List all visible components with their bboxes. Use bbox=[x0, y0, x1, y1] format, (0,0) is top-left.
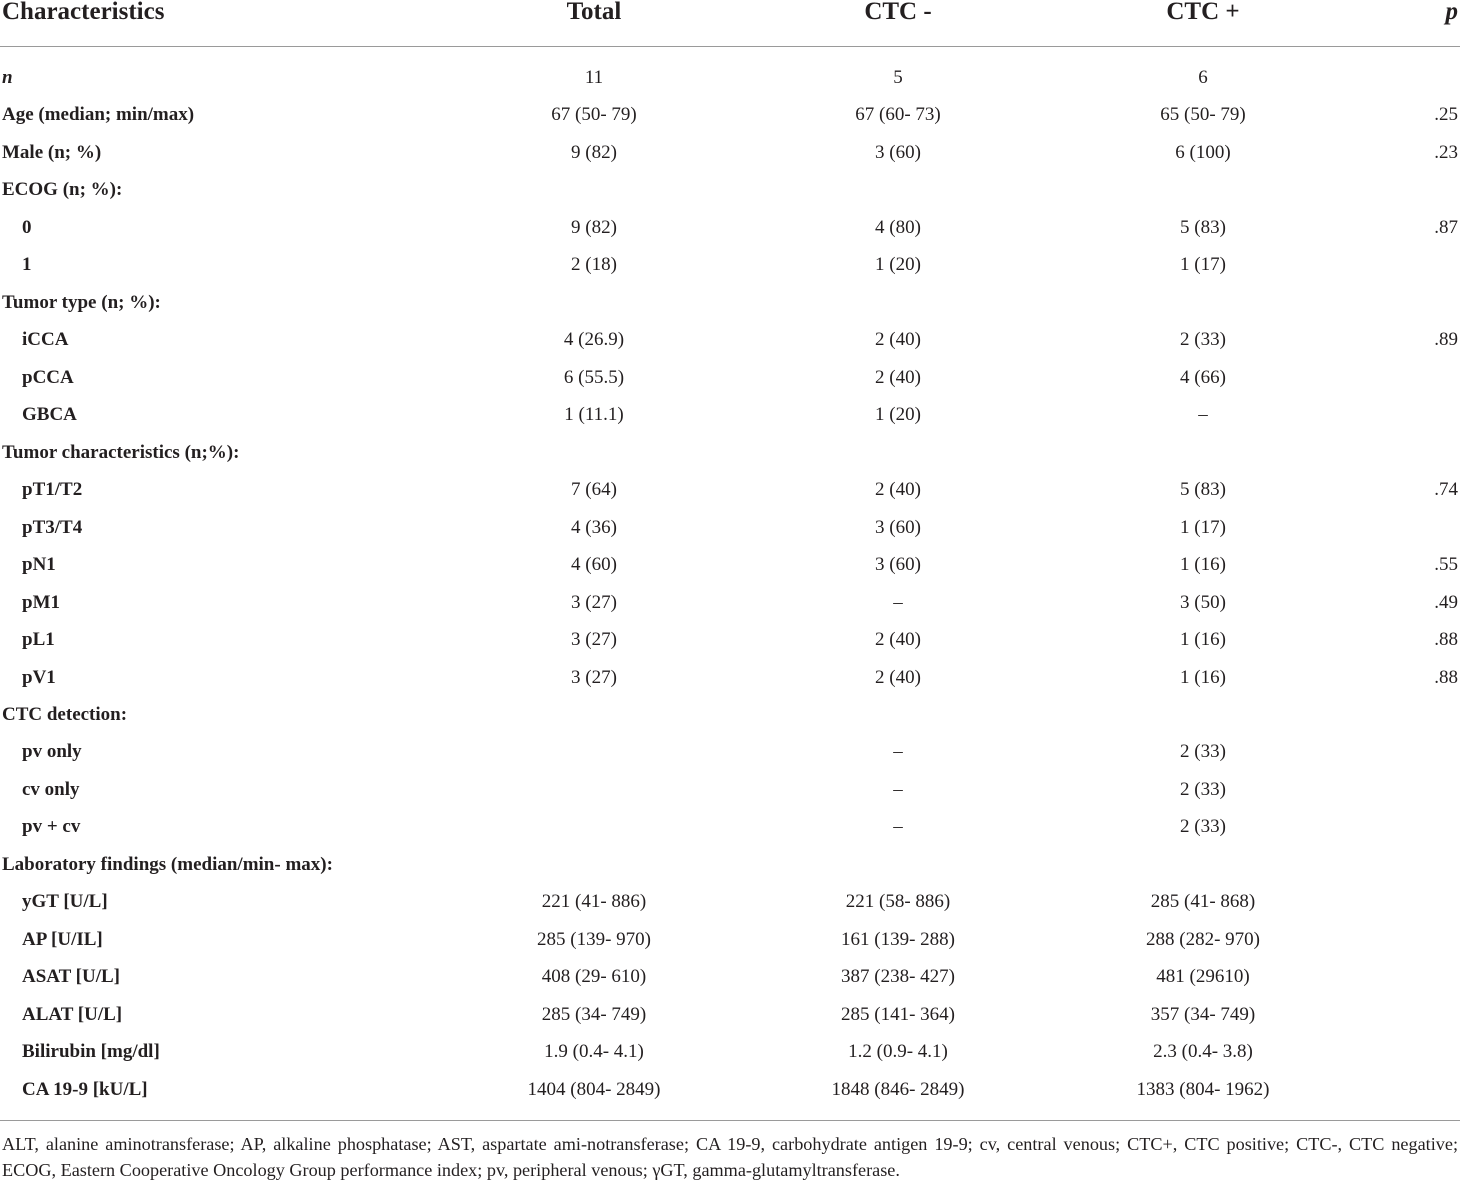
row-label: pM1 bbox=[22, 591, 60, 613]
cell-ctc-negative: – bbox=[893, 591, 903, 613]
cell-ctc-negative: 161 (139- 288) bbox=[841, 928, 955, 950]
table-row bbox=[0, 546, 1460, 583]
cell-total: 7 (64) bbox=[571, 479, 617, 501]
table-row bbox=[0, 434, 1460, 471]
cell-ctc-positive: 285 (41- 868) bbox=[1150, 891, 1256, 913]
cell-p-value: .89 bbox=[1434, 329, 1458, 351]
cell-p-value: .74 bbox=[1434, 479, 1458, 501]
table-row bbox=[0, 396, 1460, 433]
cell-ctc-positive: 1 (16) bbox=[1180, 666, 1226, 688]
row-label: 0 bbox=[22, 216, 32, 238]
cell-p-value: .23 bbox=[1434, 141, 1458, 163]
header-ctc-positive: CTC + bbox=[1166, 0, 1240, 25]
row-label: pv + cv bbox=[22, 816, 81, 838]
row-label: Laboratory findings (median/min- max): bbox=[2, 853, 333, 875]
row-label: ALAT [U/L] bbox=[22, 1003, 123, 1025]
header-total: Total bbox=[566, 0, 622, 25]
cell-ctc-positive: 1 (17) bbox=[1180, 516, 1226, 538]
cell-ctc-positive: 357 (34- 749) bbox=[1150, 1003, 1256, 1025]
cell-ctc-negative: 5 bbox=[893, 67, 903, 88]
cell-total: 3 (27) bbox=[571, 629, 617, 651]
cell-ctc-negative: 2 (40) bbox=[875, 629, 921, 651]
table-row bbox=[0, 621, 1460, 658]
cell-total: 4 (26.9) bbox=[563, 329, 625, 351]
table-row bbox=[0, 171, 1460, 208]
table-row bbox=[0, 321, 1460, 358]
cell-p-value: .55 bbox=[1434, 554, 1458, 576]
cell-ctc-negative: 1.2 (0.9- 4.1) bbox=[848, 1041, 948, 1063]
row-label: Male (n; %) bbox=[2, 141, 102, 163]
table-row bbox=[0, 883, 1460, 920]
cell-total: 285 (139- 970) bbox=[537, 928, 651, 950]
cell-total: 9 (82) bbox=[571, 216, 617, 238]
row-label: cv only bbox=[22, 778, 80, 800]
table-row bbox=[0, 471, 1460, 508]
cell-ctc-positive: 6 bbox=[1198, 67, 1208, 88]
cell-total: 6 (55.5) bbox=[563, 366, 625, 388]
cell-ctc-negative: 1 (20) bbox=[875, 404, 921, 426]
cell-ctc-negative: 387 (238- 427) bbox=[841, 966, 955, 988]
cell-ctc-positive: 2 (33) bbox=[1180, 741, 1226, 763]
row-label: pT3/T4 bbox=[22, 516, 83, 538]
table-body bbox=[0, 59, 1460, 1108]
row-label: ECOG (n; %): bbox=[2, 179, 123, 201]
cell-ctc-negative: 3 (60) bbox=[875, 554, 921, 576]
row-label: CTC detection: bbox=[2, 703, 128, 725]
table-row bbox=[0, 134, 1460, 171]
cell-ctc-positive: 5 (83) bbox=[1180, 216, 1226, 238]
cell-total: 221 (41- 886) bbox=[541, 891, 647, 913]
table-row bbox=[0, 96, 1460, 133]
table-row bbox=[0, 659, 1460, 696]
row-label: yGT [U/L] bbox=[22, 891, 108, 913]
table-row bbox=[0, 284, 1460, 321]
cell-ctc-negative: 285 (141- 364) bbox=[841, 1003, 955, 1025]
row-label: pL1 bbox=[22, 629, 55, 651]
cell-total: 3 (27) bbox=[571, 666, 617, 688]
cell-ctc-negative: – bbox=[893, 741, 903, 763]
table-header-row bbox=[0, 0, 1460, 47]
cell-ctc-negative: 2 (40) bbox=[875, 329, 921, 351]
cell-ctc-negative: 2 (40) bbox=[875, 666, 921, 688]
cell-ctc-negative: 221 (58- 886) bbox=[845, 891, 951, 913]
cell-ctc-positive: 1 (16) bbox=[1180, 629, 1226, 651]
table-row bbox=[0, 808, 1460, 845]
cell-total: 11 bbox=[584, 67, 604, 88]
row-label: GBCA bbox=[22, 404, 77, 426]
table-row bbox=[0, 958, 1460, 995]
row-label: pCCA bbox=[22, 366, 74, 388]
cell-ctc-positive: 2.3 (0.4- 3.8) bbox=[1153, 1041, 1253, 1063]
table-row bbox=[0, 246, 1460, 283]
cell-total: 4 (36) bbox=[571, 516, 617, 538]
table-row bbox=[0, 921, 1460, 958]
cell-ctc-negative: 2 (40) bbox=[875, 479, 921, 501]
row-label: Bilirubin [mg/dl] bbox=[22, 1041, 160, 1063]
cell-total: 2 (18) bbox=[571, 254, 617, 276]
table-row bbox=[0, 846, 1460, 883]
cell-total: 408 (29- 610) bbox=[541, 966, 647, 988]
cell-ctc-positive: 6 (100) bbox=[1175, 141, 1231, 163]
row-label: n bbox=[2, 67, 13, 88]
table-row bbox=[0, 359, 1460, 396]
cell-ctc-positive: 2 (33) bbox=[1180, 816, 1226, 838]
header-ctc-negative: CTC - bbox=[864, 0, 932, 25]
table-row bbox=[0, 1071, 1460, 1108]
row-label: Tumor characteristics (n;%): bbox=[2, 441, 240, 463]
row-label: pT1/T2 bbox=[22, 479, 83, 501]
cell-ctc-negative: 4 (80) bbox=[875, 216, 921, 238]
cell-total: 285 (34- 749) bbox=[541, 1003, 647, 1025]
cell-ctc-negative: 1848 (846- 2849) bbox=[831, 1078, 965, 1100]
table-row bbox=[0, 733, 1460, 770]
cell-ctc-positive: 2 (33) bbox=[1180, 329, 1226, 351]
cell-p-value: .88 bbox=[1434, 666, 1458, 688]
cell-p-value: .25 bbox=[1434, 104, 1458, 126]
row-label: AP [U/IL] bbox=[22, 928, 103, 950]
cell-ctc-negative: 67 (60- 73) bbox=[855, 104, 941, 126]
cell-ctc-positive: 65 (50- 79) bbox=[1160, 104, 1246, 126]
cell-ctc-positive: 4 (66) bbox=[1180, 366, 1226, 388]
table-row bbox=[0, 59, 1460, 96]
cell-ctc-positive: – bbox=[1198, 404, 1208, 426]
cell-total: 1 (11.1) bbox=[564, 404, 624, 426]
cell-ctc-positive: 1383 (804- 1962) bbox=[1136, 1078, 1270, 1100]
cell-p-value: .87 bbox=[1434, 216, 1458, 238]
table-row bbox=[0, 1033, 1460, 1070]
cell-ctc-positive: 2 (33) bbox=[1180, 778, 1226, 800]
footnote-text: ALT, alanine aminotransferase; AP, alkaline phosphatase; AST, aspartate ami-notransferase; CA 19-9, carbohydrate antigen 19-9; cv, central venous; CTC+, CTC positive; CTC-, CTC negative; ECOG, Eastern Cooperative Oncology Group performance index; pv, peripheral venous; γGT, gamma-glutamyltransferase. bbox=[2, 1134, 1458, 1180]
table-row bbox=[0, 584, 1460, 621]
cell-ctc-negative: 3 (60) bbox=[875, 516, 921, 538]
row-label: iCCA bbox=[22, 329, 69, 351]
cell-ctc-negative: 2 (40) bbox=[875, 366, 921, 388]
row-label: ASAT [U/L] bbox=[22, 966, 121, 988]
header-characteristics: Characteristics bbox=[2, 0, 165, 25]
cell-ctc-positive: 481 (29610) bbox=[1156, 966, 1250, 988]
table-row bbox=[0, 996, 1460, 1033]
cell-ctc-positive: 3 (50) bbox=[1180, 591, 1226, 613]
cell-ctc-positive: 5 (83) bbox=[1180, 479, 1226, 501]
cell-total: 4 (60) bbox=[571, 554, 617, 576]
cell-ctc-negative: 1 (20) bbox=[875, 254, 921, 276]
cell-ctc-negative: – bbox=[893, 778, 903, 800]
row-label: CA 19-9 [kU/L] bbox=[22, 1078, 148, 1100]
table-footnote bbox=[0, 1120, 1460, 1183]
table-row bbox=[0, 696, 1460, 733]
cell-total: 9 (82) bbox=[571, 141, 617, 163]
row-label: 1 bbox=[22, 254, 32, 276]
table-row bbox=[0, 509, 1460, 546]
table-row bbox=[0, 209, 1460, 246]
cell-total: 67 (50- 79) bbox=[551, 104, 637, 126]
cell-total: 1.9 (0.4- 4.1) bbox=[544, 1041, 644, 1063]
row-label: pN1 bbox=[22, 554, 56, 576]
cell-ctc-positive: 288 (282- 970) bbox=[1146, 928, 1260, 950]
cell-ctc-negative: – bbox=[893, 816, 903, 838]
cell-total: 1404 (804- 2849) bbox=[527, 1078, 661, 1100]
table-row bbox=[0, 771, 1460, 808]
row-label: pv only bbox=[22, 741, 82, 763]
row-label: Age (median; min/max) bbox=[2, 104, 195, 126]
cell-ctc-negative: 3 (60) bbox=[875, 141, 921, 163]
cell-ctc-positive: 1 (17) bbox=[1180, 254, 1226, 276]
cell-p-value: .88 bbox=[1434, 629, 1458, 651]
cell-total: 3 (27) bbox=[571, 591, 617, 613]
header-p-value: p bbox=[1445, 0, 1458, 25]
row-label: Tumor type (n; %): bbox=[2, 291, 161, 313]
cell-p-value: .49 bbox=[1434, 591, 1458, 613]
cell-ctc-positive: 1 (16) bbox=[1180, 554, 1226, 576]
row-label: pV1 bbox=[22, 666, 56, 688]
